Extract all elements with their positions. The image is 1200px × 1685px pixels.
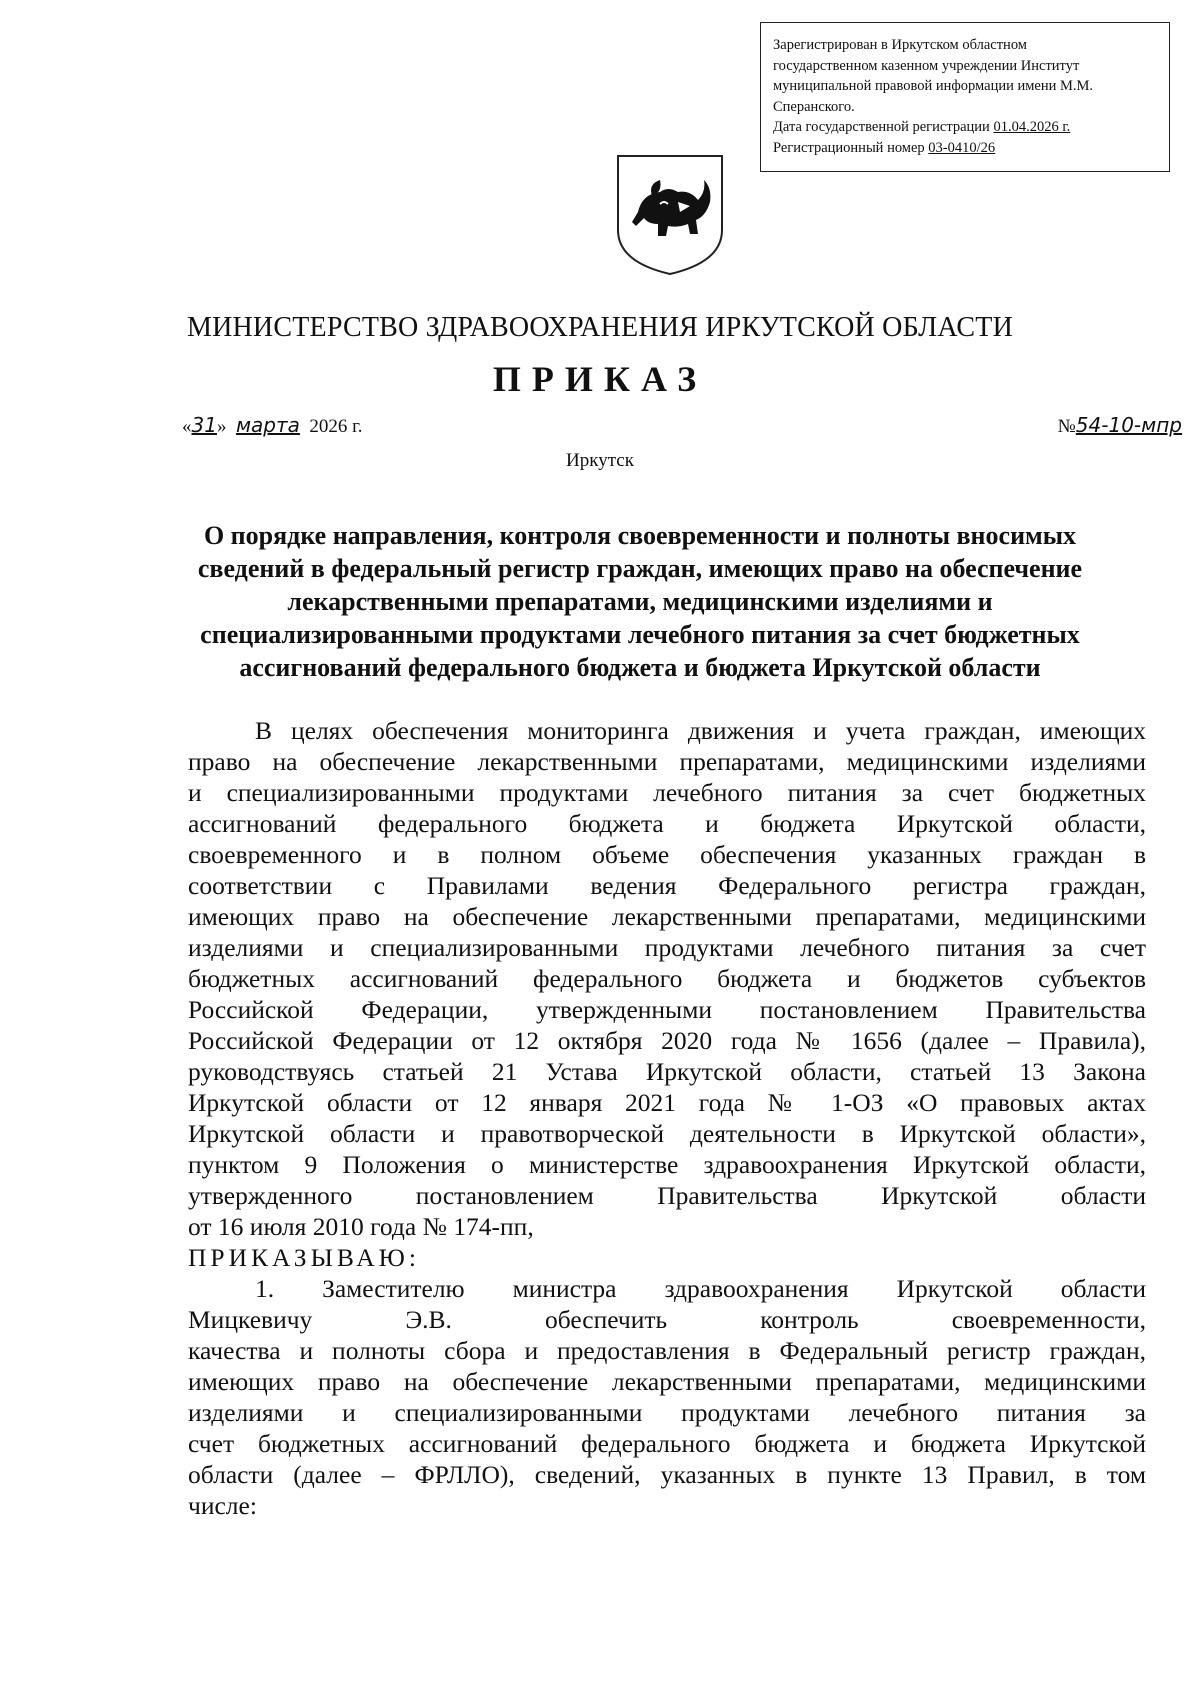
preamble-line: Российской Федерации от 12 октября 2020 года № 1656 (далее – Правила), (188, 1026, 1146, 1055)
item-1-line: счет бюджетных ассигнований федерального бюджета и бюджета Иркутской (188, 1429, 1146, 1458)
registration-stamp (760, 22, 1170, 172)
date-month: марта (235, 413, 300, 437)
preamble-line: Российской Федерации, утвержденными постановлением Правительства (188, 995, 1146, 1024)
date-close-quote: » (216, 416, 227, 437)
order-heading (150, 519, 1130, 684)
preamble-line: соответствии с Правилами ведения Федерального регистра граждан, (188, 871, 1146, 900)
preamble-line: от 16 июля 2010 года № 174-пп, (188, 1212, 534, 1241)
item-1-line: числе: (188, 1491, 257, 1520)
item-1-line: Мицкевичу Э.В. обеспечить контроль своевременности, (188, 1305, 1146, 1334)
preamble-line: бюджетных ассигнований федерального бюджета и бюджетов субъектов (188, 964, 1146, 993)
order-date (182, 413, 363, 438)
preamble-line: право на обеспечение лекарственными препаратами, медицинскими изделиями (188, 747, 1146, 776)
item-1-line: качества и полноты сбора и предоставления в Федеральный регистр граждан, (188, 1336, 1146, 1365)
preamble-line: своевременного и в полном объеме обеспечения указанных граждан в (188, 840, 1146, 869)
preamble-line: утвержденного постановлением Правительства Иркутской области (188, 1181, 1146, 1210)
coat-of-arms-emblem (608, 150, 732, 278)
number-prefix: № (1057, 416, 1076, 437)
preamble-line: Иркутской области от 12 января 2021 года № 1-ОЗ «О правовых актах (188, 1088, 1146, 1117)
registration-date-label: Дата государственной регистрации (773, 119, 990, 135)
preamble-line: ассигнований федерального бюджета и бюджета Иркутской области, (188, 809, 1146, 838)
heading-line: О порядке направления, контроля своевременности и полноты вносимых (203, 521, 1077, 550)
heading-line: сведений в федеральный регистр граждан, имеющих право на обеспечение (197, 554, 1083, 583)
number-value: 54-10-мпр (1075, 413, 1182, 437)
preamble-line: и специализированными продуктами лечебного питания за счет бюджетных (188, 778, 1146, 807)
order-number (1058, 413, 1182, 438)
document-type-title: ПРИКАЗ (492, 359, 708, 399)
heading-line: лекарственными препаратами, медицинскими изделиями и (287, 587, 993, 616)
heading-line: ассигнований федерального бюджета и бюджета Иркутской области (239, 653, 1041, 682)
date-day: 31 (191, 413, 217, 437)
registration-number-value: 03-0410/26 (928, 139, 996, 156)
registration-line: государственном казенном учреждении Институт (773, 57, 1080, 74)
preamble-line: руководствуясь статьей 21 Устава Иркутской области, статьей 13 Закона (188, 1057, 1146, 1086)
heading-line: специализированными продуктами лечебного питания за счет бюджетных (200, 620, 1080, 649)
registration-line: Сперанского. (773, 98, 855, 115)
ministry-name: МИНИСТЕРСТВО ЗДРАВООХРАНЕНИЯ ИРКУТСКОЙ ОБЛАСТИ (186, 312, 1013, 343)
registration-date-value: 01.04.2026 г. (993, 119, 1071, 135)
preamble-line: Иркутской области и правотворческой деятельности в Иркутской области», (188, 1119, 1146, 1148)
date-year: 2026 г. (309, 416, 363, 437)
item-1-line: изделиями и специализированными продуктами лечебного питания за (188, 1398, 1146, 1427)
registration-number-label: Регистрационный номер (773, 139, 925, 156)
preamble-line: В целях обеспечения мониторинга движения и учета граждан, имеющих (255, 716, 1146, 745)
date-open-quote: « (182, 416, 192, 437)
order-word: ПРИКАЗЫВАЮ: (188, 1243, 420, 1272)
item-1-line: области (далее – ФРЛЛО), сведений, указанных в пункте 13 Правил, в том (188, 1460, 1146, 1489)
item-1-line: имеющих право на обеспечение лекарственными препаратами, медицинскими (188, 1367, 1146, 1396)
city-name: Иркутск (566, 450, 634, 471)
preamble-line: имеющих право на обеспечение лекарственными препаратами, медицинскими (188, 902, 1146, 931)
preamble-line: изделиями и специализированными продуктами лечебного питания за счет (188, 933, 1146, 962)
registration-number (773, 138, 1159, 159)
registration-line: муниципальной правовой информации имени М.М. (773, 78, 1094, 94)
item-1-line: 1. Заместителю министра здравоохранения Иркутской области (255, 1274, 1146, 1303)
order-body (188, 715, 1146, 1521)
preamble-line: пунктом 9 Положения о министерстве здравоохранения Иркутской области, (188, 1150, 1146, 1179)
registration-line: Зарегистрирован в Иркутском областном (773, 37, 1027, 53)
registration-date (773, 117, 1159, 138)
